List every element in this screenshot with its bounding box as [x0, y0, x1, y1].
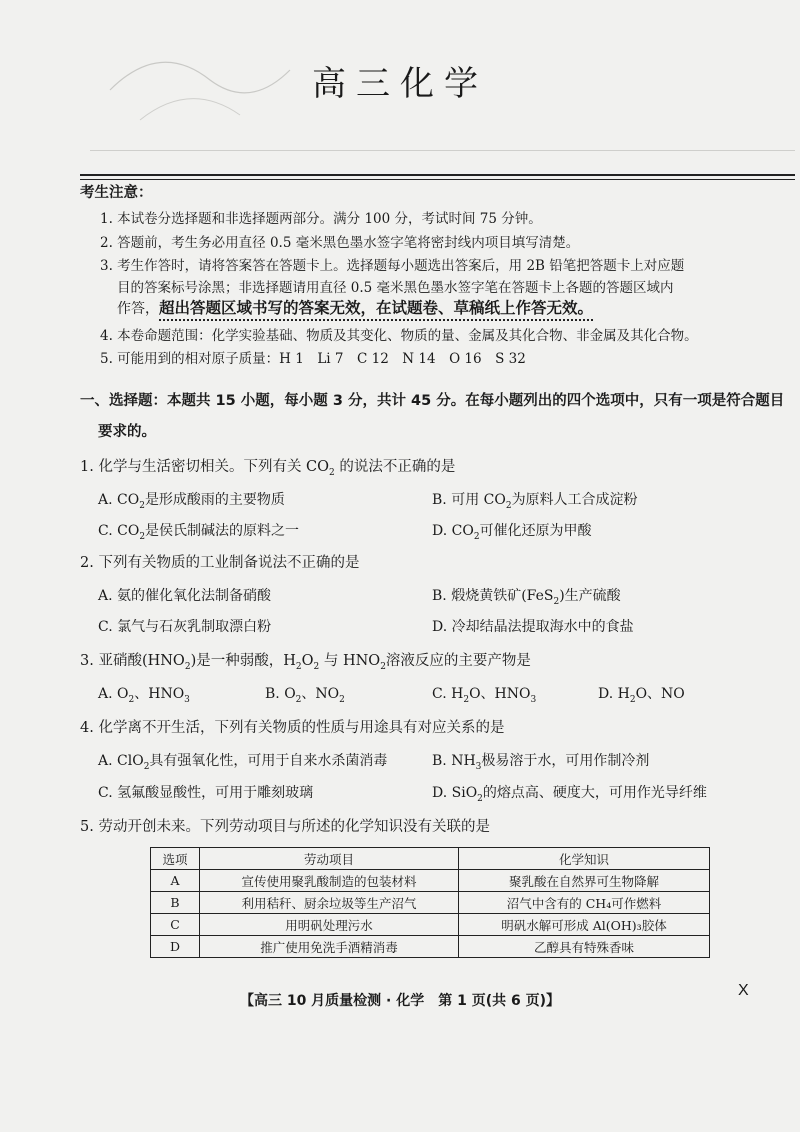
bleed-through-line	[90, 150, 795, 151]
question-2-option-c: C. 氯气与石灰乳制取漂白粉	[98, 619, 272, 635]
table-row	[151, 914, 710, 936]
table-cell: 沼气中含有的 CH₄可作燃料	[459, 892, 710, 914]
question-4-stem: 4. 化学离不开生活，下列有关物质的性质与用途具有对应关系的是	[80, 720, 505, 736]
table-cell: D	[151, 936, 200, 958]
table-row	[151, 870, 710, 892]
notice-item-2: 2. 答题前，考生务必用直径 0.5 毫米黑色墨水签字笔将密封线内项目填写清楚。	[100, 235, 580, 251]
question-2-option-a: A. 氨的催化氧化法制备硝酸	[98, 588, 272, 604]
header-rule-thin	[80, 179, 795, 180]
question-2-stem: 2. 下列有关物质的工业制备说法不正确的是	[80, 555, 360, 571]
notice-heading: 考生注意：	[80, 185, 153, 201]
notice-item-3-line-1: 3. 考生作答时，请将答案答在答题卡上。选择题每小题选出答案后，用 2B 铅笔把答题卡上对应题	[100, 258, 685, 274]
table-row	[151, 892, 710, 914]
table-cell: 用明矾处理污水	[200, 914, 459, 936]
notice-emphasis: 超出答题区域书写的答案无效，在试题卷、草稿纸上作答无效。	[159, 299, 593, 321]
question-1-stem: 1. 化学与生活密切相关。下列有关 $CO_2$ 的说法不正确的是	[80, 459, 456, 478]
table-cell: 利用秸秆、厨余垃圾等生产沼气	[200, 892, 459, 914]
question-3-stem: 3. 亚硝酸$(HNO_2)$是一种弱酸，$H_2O_2$ 与 $HNO_2$溶液反应的主要产物是	[80, 653, 531, 672]
notice-item-3-line-2: 目的答案标号涂黑；非选择题请用直径 0.5 毫米黑色墨水签字笔在答题卡上各题的答题区域内	[117, 280, 674, 296]
question-5-table	[150, 847, 710, 958]
notice-item-3-line-3	[117, 296, 593, 318]
table-cell: 聚乳酸在自然界可生物降解	[459, 870, 710, 892]
table-cell: 乙醇具有特殊香味	[459, 936, 710, 958]
notice-item-4: 4. 本卷命题范围：化学实验基础、物质及其变化、物质的量、金属及其化合物、非金属及其化合物。	[100, 328, 698, 344]
table-cell: A	[151, 870, 200, 892]
section-heading: 一、选择题：本题共 15 小题，每小题 3 分，共计 45 分。在每小题列出的四个选项中，只有一项是符合题目	[80, 393, 785, 409]
section-heading-line-2: 要求的。	[98, 424, 156, 440]
question-3-option-d: D. $H_2O$、NO	[598, 686, 685, 705]
notice-item-3-prefix: 作答，	[117, 301, 159, 317]
table-cell: C	[151, 914, 200, 936]
question-4-option-b: B. $NH_3$极易溶于水，可用作制冷剂	[432, 753, 650, 772]
question-1-option-c: C. $CO_2$是侯氏制碱法的原料之一	[98, 523, 300, 542]
page-title: 高三化学	[312, 64, 488, 104]
table-header-row	[151, 848, 710, 870]
table-row	[151, 936, 710, 958]
question-2-option-d: D. 冷却结晶法提取海水中的食盐	[432, 619, 634, 635]
question-3-option-c: C. $H_2O$、$HNO_3$	[432, 686, 537, 705]
question-1-option-d: D. $CO_2$可催化还原为甲酸	[432, 523, 592, 542]
question-1-option-b: B. 可用 $CO_2$为原料人工合成淀粉	[432, 492, 638, 511]
notice-item-1: 1. 本试卷分选择题和非选择题两部分。满分 100 分，考试时间 75 分钟。	[100, 211, 542, 227]
question-4-option-d: D. SiO$_2$的熔点高、硬度大，可用作光导纤维	[432, 785, 707, 804]
table-cell: 宣传使用聚乳酸制造的包装材料	[200, 870, 459, 892]
question-1-option-a: A. $CO_2$是形成酸雨的主要物质	[98, 492, 285, 511]
question-2-option-b: B. 煅烧黄铁矿(FeS$_2$)生产硫酸	[432, 588, 621, 607]
table-header-cell: 化学知识	[459, 848, 710, 870]
notice-item-5: 5. 可能用到的相对原子质量：H 1 Li 7 C 12 N 14 O 16 S 32	[100, 351, 526, 367]
table-header-cell: 劳动项目	[200, 848, 459, 870]
table-cell: 推广使用免洗手酒精消毒	[200, 936, 459, 958]
version-mark: X	[738, 982, 749, 999]
page-footer: 【高三 10 月质量检测 · 化学 第 1 页(共 6 页)】	[239, 993, 561, 1009]
question-5-stem: 5. 劳动开创未来。下列劳动项目与所述的化学知识没有关联的是	[80, 819, 490, 835]
table-cell: B	[151, 892, 200, 914]
table-cell: 明矾水解可形成 Al(OH)₃胶体	[459, 914, 710, 936]
question-3-option-a: A. $O_2$、$HNO_3$	[98, 686, 190, 705]
question-4-option-c: C. 氢氟酸显酸性，可用于雕刻玻璃	[98, 785, 314, 801]
question-3-option-b: B. $O_2$、$NO_2$	[265, 686, 345, 705]
header-rule	[80, 174, 795, 176]
table-header-cell: 选项	[151, 848, 200, 870]
question-4-option-a: A. ClO$_2$具有强氧化性，可用于自来水杀菌消毒	[98, 753, 388, 772]
